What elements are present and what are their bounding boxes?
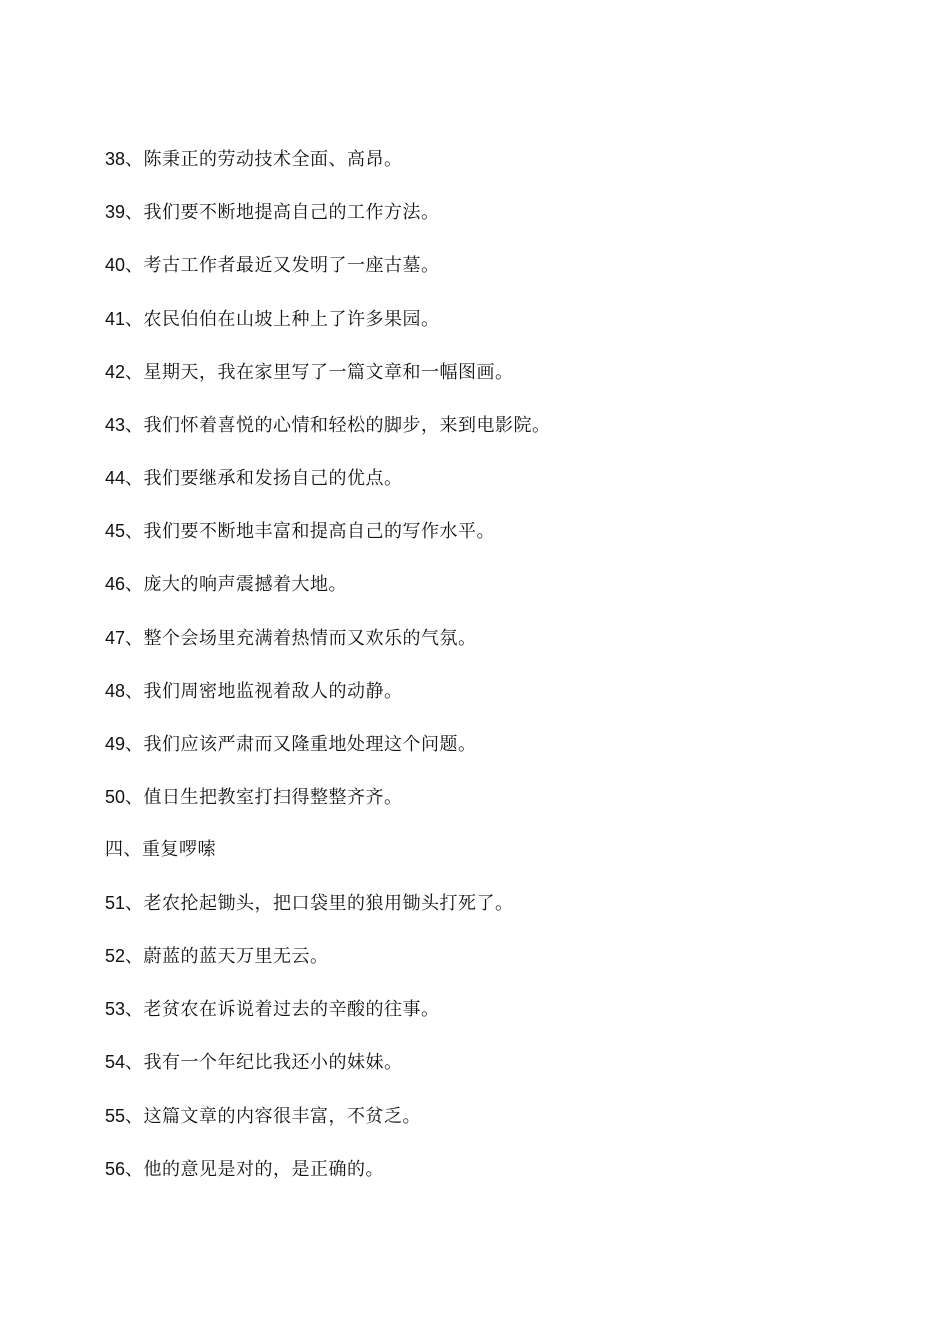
item-number: 53 <box>105 999 126 1019</box>
sentence-50 <box>105 785 403 810</box>
sentence-44 <box>105 466 403 491</box>
sentence-text: 、我们怀着喜悦的心情和轻松的脚步，来到电影院。 <box>125 415 551 436</box>
item-number: 46 <box>105 574 126 594</box>
sentence-text: 、老贫农在诉说着过去的辛酸的往事。 <box>125 999 440 1020</box>
sentence-40 <box>105 253 440 278</box>
sentence-38 <box>105 147 403 172</box>
sentence-text: 、庞大的响声震撼着大地。 <box>125 574 348 595</box>
sentence-56 <box>105 1157 384 1182</box>
sentence-text: 、我们要不断地提高自己的工作方法。 <box>125 202 440 223</box>
item-number: 43 <box>105 415 126 435</box>
sentence-text: 、我们应该严肃而又隆重地处理这个问题。 <box>125 734 477 755</box>
sentence-text: 、星期天，我在家里写了一篇文章和一幅图画。 <box>125 362 514 383</box>
sentence-52 <box>105 944 329 969</box>
sentence-47 <box>105 626 477 651</box>
sentence-text: 、陈秉正的劳动技术全面、高昂。 <box>125 149 403 170</box>
sentence-49 <box>105 732 477 757</box>
item-number: 42 <box>105 362 126 382</box>
sentence-text: 、考古工作者最近又发明了一座古墓。 <box>125 255 440 276</box>
item-number: 44 <box>105 468 126 488</box>
item-number: 47 <box>105 628 126 648</box>
sentence-45 <box>105 519 495 544</box>
sentence-text: 、整个会场里充满着热情而又欢乐的气氛。 <box>125 628 477 649</box>
item-number: 52 <box>105 946 126 966</box>
sentence-text: 、我有一个年纪比我还小的妹妹。 <box>125 1052 403 1073</box>
sentence-text: 、农民伯伯在山坡上种上了许多果园。 <box>125 309 440 330</box>
sentence-43 <box>105 413 551 438</box>
item-number: 55 <box>105 1106 126 1126</box>
item-number: 39 <box>105 202 126 222</box>
sentence-54 <box>105 1050 403 1075</box>
item-number: 38 <box>105 149 126 169</box>
sentence-48 <box>105 679 403 704</box>
sentence-text: 、值日生把教室打扫得整整齐齐。 <box>125 787 403 808</box>
sentence-42 <box>105 360 514 385</box>
item-number: 56 <box>105 1159 126 1179</box>
sentence-46 <box>105 572 347 597</box>
sentence-text: 、蔚蓝的蓝天万里无云。 <box>125 946 329 967</box>
item-number: 49 <box>105 734 126 754</box>
sentence-41 <box>105 307 440 332</box>
item-number: 50 <box>105 787 126 807</box>
sentence-51 <box>105 891 514 916</box>
section-heading-text: 四、重复啰嗦 <box>105 839 216 860</box>
sentence-text: 、他的意见是对的，是正确的。 <box>125 1159 385 1180</box>
sentence-text: 、这篇文章的内容很丰富，不贫乏。 <box>125 1106 422 1127</box>
sentence-text: 、我们周密地监视着敌人的动静。 <box>125 681 403 702</box>
sentence-text: 、我们要不断地丰富和提高自己的写作水平。 <box>125 521 496 542</box>
item-number: 48 <box>105 681 126 701</box>
item-number: 54 <box>105 1052 126 1072</box>
item-number: 51 <box>105 893 126 913</box>
sentence-39 <box>105 200 440 225</box>
sentence-text: 、老农抡起锄头，把口袋里的狼用锄头打死了。 <box>125 893 514 914</box>
item-number: 41 <box>105 309 126 329</box>
item-number: 40 <box>105 255 126 275</box>
section-heading <box>105 837 216 862</box>
sentence-53 <box>105 997 440 1022</box>
item-number: 45 <box>105 521 126 541</box>
sentence-55 <box>105 1104 421 1129</box>
sentence-text: 、我们要继承和发扬自己的优点。 <box>125 468 403 489</box>
